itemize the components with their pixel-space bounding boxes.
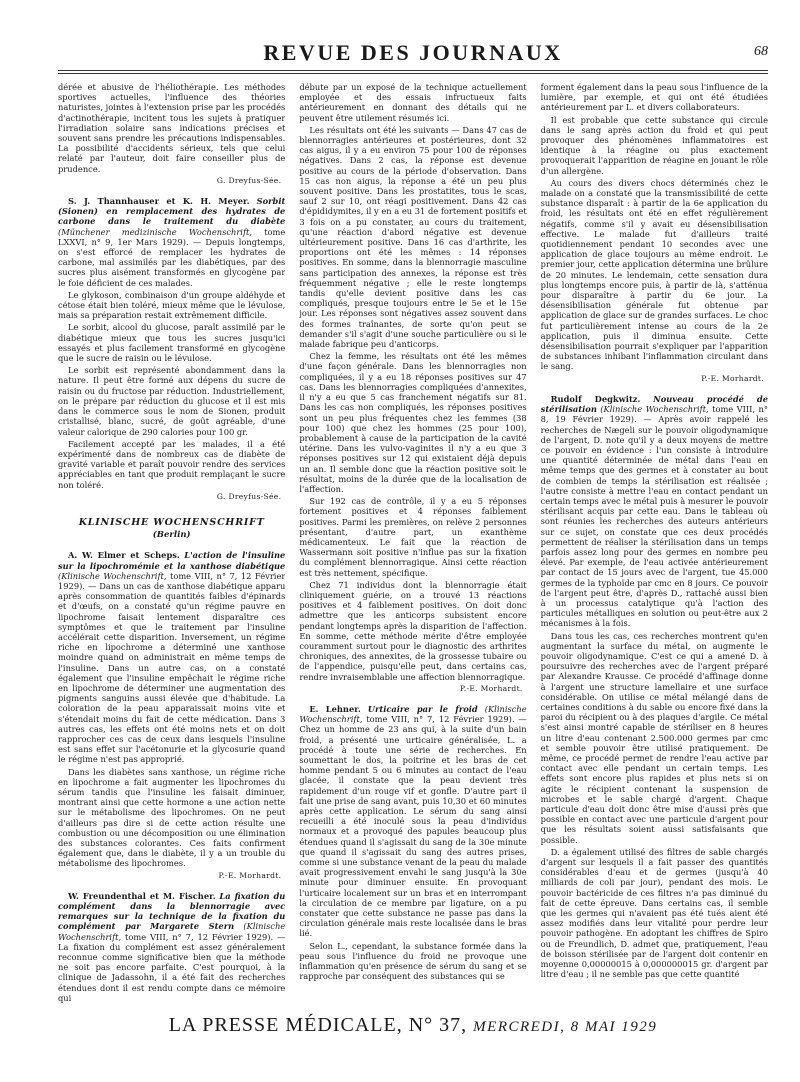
article-heading: [299, 704, 526, 939]
journal-name: LA PRESSE MÉDICALE, N° 37,: [168, 1014, 468, 1036]
article-reference: tome VIII, n° 7, 12 Février 1929). — Chez un homme de 23 ans qui, à la suite d'un bain froid, a présenté une urticaire généralisée, L. a procédé à toute une série de recherches. En soumettant le dos, la poitrine et les bras de cet homme pendant 5 ou 6 minutes au contact de l'eau glacée, il constate que la peau devient très rapidement d'un rouge vif et gonfle. D'autre part il fait une prise de sang avant, puis 10,30 et 60 minutes après cette application. Le sérum du sang ainsi recueilli a été inoculé sous la peau d'individus normaux et a provoqué des papules beaucoup plus étendues quand il s'agissait du sang de la 30e minute que quand il s'agissait du sang des autres prises, comme si une substance venant de la peau du malade avait progressivement envahi le sang jusqu'à la 30e minute pour diminuer ensuite. En provoquant l'urticaire localement sur un bras et en interrompant la circulation de ce membre par ligature, on a pu constater que cette substance ne passe pas dans la circulation générale mais reste localisée dans le bras lié.: [299, 714, 527, 939]
page-header: [58, 0, 768, 74]
article-reference: tome VIII, n° 7, 12 Février 1929). — Dans un cas de xanthose diabétique apparu après consommation de quantités faibles d'épinards et d'œufs, on a constaté qu'un régime pauvre en lipochrome faisait lentement disparaître ces symptômes et que le traitement par l'insuline accélérait cette disparition. Inversement, un régime riche en lipochrome a déterminé une xanthose moindre quand on administrait en même temps de l'insuline. Dans un autre cas, on a constaté également que l'insuline empêchait le régime riche en lipochrome de déterminer une augmentation des pigments sanguins aussi élevée que d'habitude. La coloration de la peau apparaissait moins vite et s'étendait moins du fait de cette médication. Dans 3 autres cas, les effets ont été moins nets et on doit rapprocher ces cas de ceux dans lesquels l'insuline est sans effet sur l'acétonurie et la glycosurie quand le régime n'est pas approprié.: [58, 570, 286, 765]
section-subtitle: (Berlin): [152, 530, 191, 541]
article-authors: E. Lehner.: [309, 703, 361, 714]
paragraph: Le sorbit est représenté abondamment dans la nature. Il peut être formé aux dépens du sucre de raisin ou du fructose par réduction. Industriellement, on le prépare par réduction du glucose et il est mis dans le commerce sous le nom de Sionen, produit cristallisé, blanc, sucré, de goût agréable, d'une valeur calorique de 290 calories pour 100 gr.: [58, 365, 286, 437]
column-1: [58, 82, 285, 1008]
paragraph: Au cours des divers chocs déterminés chez le malade on a constaté que la transmissibilité de cette substance disparaît : à partir de la 6e application du froid, les résultats ont été en effet régulièrement négatifs, comme s'il y avait eu désensibilisation effective. Le malade fut d'ailleurs traité quotidiennement pendant 10 secondes avec une application de glace toujours au même endroit. Le premier jour, cette application détermina une brûlure de 20 minutes. Le lendemain, cette sensation dura plus longtemps encore puis, à partir de là, s'atténua pour disparaître à partir du 6e jour. La désensibilisation générale fut obtenue par application de glace sur de grandes surfaces. Le choc fut particulièrement intense au cours de la 2e application, puis il diminua ensuite. Cette désensibilisation pourrait s'expliquer par l'apparition de substances inhibant l'inflammation circulant dans le sang.: [540, 177, 768, 372]
paragraph: D. a également utilisé des filtres de sable chargés d'argent sur lesquels il a fait passer des quantités considérables d'eau et de germes (jusqu'à 40 milliards de coli par jour), pendant des mois. Le pouvoir bactéricide de ces filtres n'a pas diminué du fait de cette épreuve. Dans certains cas, il semble que les germes qui n'avaient pas été tués aient été assez modifiés dans leur vitalité pour perdre leur pouvoir pathogène. En adoptant les chiffres de Spiro ou de Freundlich, D. admet que, pratiquement, l'eau de boisson stérilisée par de l'argent doit contenir en moyenne 0,00000015 à 0,000000015 gr. d'argent par litre d'eau ; il ne semble pas que cette quantité: [540, 846, 768, 980]
paragraph: Sur 192 cas de contrôle, il y a eu 5 réponses fortement positives et 4 réponses faiblement positives. Parmi les premières, on relève 2 personnes présentant, d'autre part, un exanthème médicamenteux. Le fait que la réaction de Wassermann soit positive n'influe pas sur la fixation du complément blennorragique. Ainsi cette réaction est très nettement, spécifique.: [299, 496, 527, 578]
page-title: REVUE DES JOURNAUX: [263, 40, 563, 65]
issue-date: MERCREDI, 8 MAI 1929: [473, 1019, 658, 1035]
signature: P.-E. Morhardt.: [701, 373, 764, 383]
article-title: Sorbit (Sionen) en remplacement des hydrates de carbone dans le traitement du diabète: [58, 196, 286, 227]
paragraph: Les résultats ont été les suivants — Dans 47 cas de blennorragies antérieures et postérieures, dont 32 cas aigus, il y a eu environ 75 pour 100 de réponses négatives. Dans 2 cas, la réponse est devenue positive au cours de la période d'observation. Dans 15 cas non aigus, la réponse a été un peu plus souvent positive. Dans les prostatites, tous le scas, sauf 2 sur 10, ont réagi positivement. Dans 42 cas d'épididymites, il y en a eu 31 de fortement positifs et 3 fois on a pu constater, au cours du traitement, qu'une réaction d'abord négative est devenue ultérieurement positive. Dans 16 cas d'arthrite, les proportions ont été les mêmes : 14 réponses positives. En somme, dans la blennorragie masculine sans participation des annexes, la réponse est très fréquemment négative ; elle le reste longtemps tandis qu'elle devient positive dans les cas compliqués, presque toujours entre le 5e et le 15e jour. Les réponses sont négatives assez souvent dans des formes traînantes, de sorte qu'on peut se demander s'il s'agit d'une souche particulière ou si le malade fabrique peu d'anticorps.: [299, 124, 527, 350]
article-authors: W. Freundenthal et M. Fischer.: [68, 890, 216, 901]
paragraph: débute par un exposé de la technique actuellement employée et des essais infructueux faits antérieurement en donnant des détails qui ne peuvent être utilement résumés ici.: [299, 82, 527, 123]
article-source: (Münchener medizinische Wochenschrift,: [58, 226, 252, 237]
paragraph: Le sorbit, alcool du glucose, paraît assimilé par le diabétique mieux que tous les sucres jusqu'ici essayés et plus facilement transformé en glycogène que le sucre de raisin ou le lévulose.: [58, 322, 286, 364]
column-2: [299, 82, 526, 1008]
paragraph: forment également dans la peau sous l'influence de la lumière, par exemple, et qui ont été étudiées antérieurement par L. et divers collaborateurs.: [540, 82, 768, 113]
section-title: KLINISCHE WOCHENSCHRIFT: [78, 516, 265, 528]
signature: G. Dreyfus-Sée.: [216, 491, 282, 501]
signature: G. Dreyfus-Sée.: [216, 175, 282, 185]
paragraph: Il est probable que cette substance qui circule dans le sang après action du froid et qui peut provoquer des phénomènes inflammatoires est identique à la réagine ou plus exactement provoquerait l'apparition de réagine en jouant le rôle d'un allergène.: [540, 114, 768, 176]
article-heading: [58, 891, 285, 1003]
paragraph: Facilement accepté par les malades, il a été expérimenté dans de nombreux cas de diabète de gravité variable et paraît pouvoir rendre des services appréciables en tant que produit remplaçant le sucre non toléré.: [58, 438, 286, 490]
article-title: Urticaire par le froid: [367, 703, 478, 714]
paragraph: Selon L., cependant, la substance formée dans la peau sous l'influence du froid ne provoque une inflammation qu'en présence de sérum du sang et se rapproche par conséquent des substances qui se: [299, 940, 527, 982]
paragraph: Le glykoson, combinaison d'un groupe aldéhyde et cétose était bien toléré, mieux même que le lévulose, mais sa préparation restait extrêmement difficile.: [58, 289, 286, 321]
header-rule: [58, 70, 768, 71]
article-authors: A. W. Elmer et Scheps.: [68, 550, 180, 561]
article-heading: [58, 550, 285, 764]
article-reference: tome LXXVI, n° 9, 1er Mars 1929). — Depuis longtemps, on s'est efforcé de remplacer les hydrates de carbone, mal assimilés par les diabétiques, par des sucres plus aisément transformés en glycogène par le foie déficient de ces malades.: [58, 226, 286, 288]
article-heading: [541, 394, 768, 629]
article-heading: [58, 196, 285, 288]
article-reference: tome VIII, n° 7, 12 Février 1929). — La fixation du complément est assez généralement reconnue comme significative bien que la méthode ne soit pas encore parfaite. C'est pourquoi, à la clinique de Jadassohn, il a été fait des recherches étendues dont il est rendu compte dans ce mémoire qui: [58, 931, 286, 1003]
article-authors: Rudolf Degkwitz.: [550, 393, 641, 404]
page-number: 68: [754, 44, 768, 59]
signature: P.-E. Morhardt.: [459, 683, 523, 693]
paragraph: dérée et abusive de l'héliothérapie. Les méthodes sportives actuelles, l'influence des théories naturistes, jointes à l'extension prise par les procédés d'actinothérapie, incitent tous les sujets à pratiquer l'irradiation solaire sans indications précises et souvent sans prendre les précautions indispensables. La possibilité d'accidents sérieux, tels que celui relaté par l'auteur, doit faire conseiller plus de prudence.: [58, 82, 286, 174]
article-title: Nouveau procédé de stérilisation: [540, 393, 768, 415]
article-source: (Klinische Wochenschrift,: [58, 570, 167, 581]
paragraph: Dans les diabètes sans xanthose, un régime riche en lipochrome a fait augmenter les lipochromes du sérum tandis que l'insuline les faisait diminuer, montrant ainsi que cette hormone a une action nette sur le métabolisme des lipochromes. On ne peut d'ailleurs pas dire si de cette action résulte une combustion ou une décomposition ou une élimination des substances colorantes. Ces faits confirment également que, dans le diabète, il y a un trouble du métabolisme des lipochromes.: [58, 766, 286, 869]
column-3: [541, 82, 768, 1008]
page-footer: [58, 1014, 768, 1037]
article-reference: tome VIII, n° 8, 19 Février 1929). — Après avoir rappelé les recherches de Nægeli sur le pouvoir oligodynamique de l'argent, D. note qu'il y a deux moyens de mettre ce pouvoir en évidence : l'un consiste à introduire une quantité déterminée de métal dans l'eau en même temps que des germes et à constater au bout de combien de temps la stérilisation est réalisée ; l'autre consiste à mettre l'eau en contact pendant un certain temps avec le métal puis à mesurer le pouvoir stérilisant acquis par cette eau. Dans le tableau où sont réunies les recherches des auteurs antérieurs sur ce sujet, on constate que ces deux procédés permettent de réaliser la stérilisation dans un temps parfois assez long pour des germes en nombre peu élevé. Par exemple, de l'eau activée antérieurement par contact de 15 jours avec de l'argent, tue 45.000 germes de la typhoïde par cmc en 8 jours. Ce pouvoir de l'argent peut être, d'après D., rattaché aussi bien à un processus catalytique qu'à l'action des particules métalliques en solution ou peut-être aux 2 mécanismes à la fois.: [540, 404, 768, 629]
paragraph: Chez 71 individus dont la blennorragie était cliniquement guérie, on a trouvé 13 réactions positives et 4 faiblement positives. On doit donc admettre que les anticorps subsistent encore pendant longtemps après la disparition de l'affection. En somme, cette méthode mérite d'être employée couramment surtout pour le diagnostic des arthrites chroniques, des annexites, de la grossesse tubaire ou de l'appendice, puisqu'elle peut, dans certains cas, rendre invraisemblable une affection blennorragique.: [299, 579, 527, 682]
article-authors: S. J. Thannhauser et K. H. Meyer.: [68, 196, 250, 207]
signature: P.-E. Morhardt.: [218, 870, 282, 880]
article-title: L'action de l'insuline sur la lipochromémie et la xanthose diabétique: [58, 550, 286, 571]
header-rule-secondary: [58, 73, 768, 74]
article-source: (Klinische Wochenschrift,: [600, 404, 709, 415]
article-source: (Klinische Wochenschrift,: [299, 703, 527, 725]
paragraph: Dans tous les cas, ces recherches montrent qu'en augmentant la surface du métal, on augmente le pouvoir oligodynamique. C'est ce qui a amené D. à poursuivre des recherches avec de l'argent préparé par Alexandre Krausse. Ce procédé d'affinage donne à l'argent une structure lamellaire et une surface considérable. On utilise ce métal mélangé dans de certaines conditions à du sable ou encore fixé dans la paroi du récipient ou à des plaques d'argile. Ce métal s'est ainsi montré capable de stériliser en 8 heures un litre d'eau contenant 2.500.000 germes par cmc et semble pouvoir être utilisé pratiquement. De même, ce procédé permet de rendre l'eau active par contact avec elle pendant un certain temps. Les effets sont encore plus rapides et plus nets si on agite le récipient contenant la suspension de microbes et le sable chargé d'argent. Chaque particule d'eau doit donc être mise d'aussi près que possible en contact avec une particule d'argent pour que les résultats soient aussi satisfaisants que possible.: [540, 630, 768, 845]
paragraph: Chez la femme, les résultats ont été les mêmes d'une façon générale. Dans les blennorragies non compliquées, il y a eu 18 réponses positives sur 47 cas. Dans les blennorragies compliquées d'annexites, il n'y a eu que 5 cas franchement négatifs sur 81. Dans les cas non compliqués, les réponses positives sont un peu plus fréquentes chez les femmes (38 pour 100) que chez les hommes (25 pour 100), probablement à cause de la participation de la cavité utérine. Dans les vulvo-vaginites il n'y a eu que 3 réponses positives sur 12 qui existaient déjà depuis un an. Il semble donc que la réaction positive soit le résultat, moins de la durée que de la localisation de l'affection.: [299, 351, 527, 494]
article-source: (Klinische Wochenschrift,: [58, 921, 286, 942]
text-columns: [58, 82, 768, 1008]
article-title: La fixation du complément dans la blennorragie avec remarques sur la technique de la fixation du complément par Margarete Stern: [58, 890, 286, 932]
